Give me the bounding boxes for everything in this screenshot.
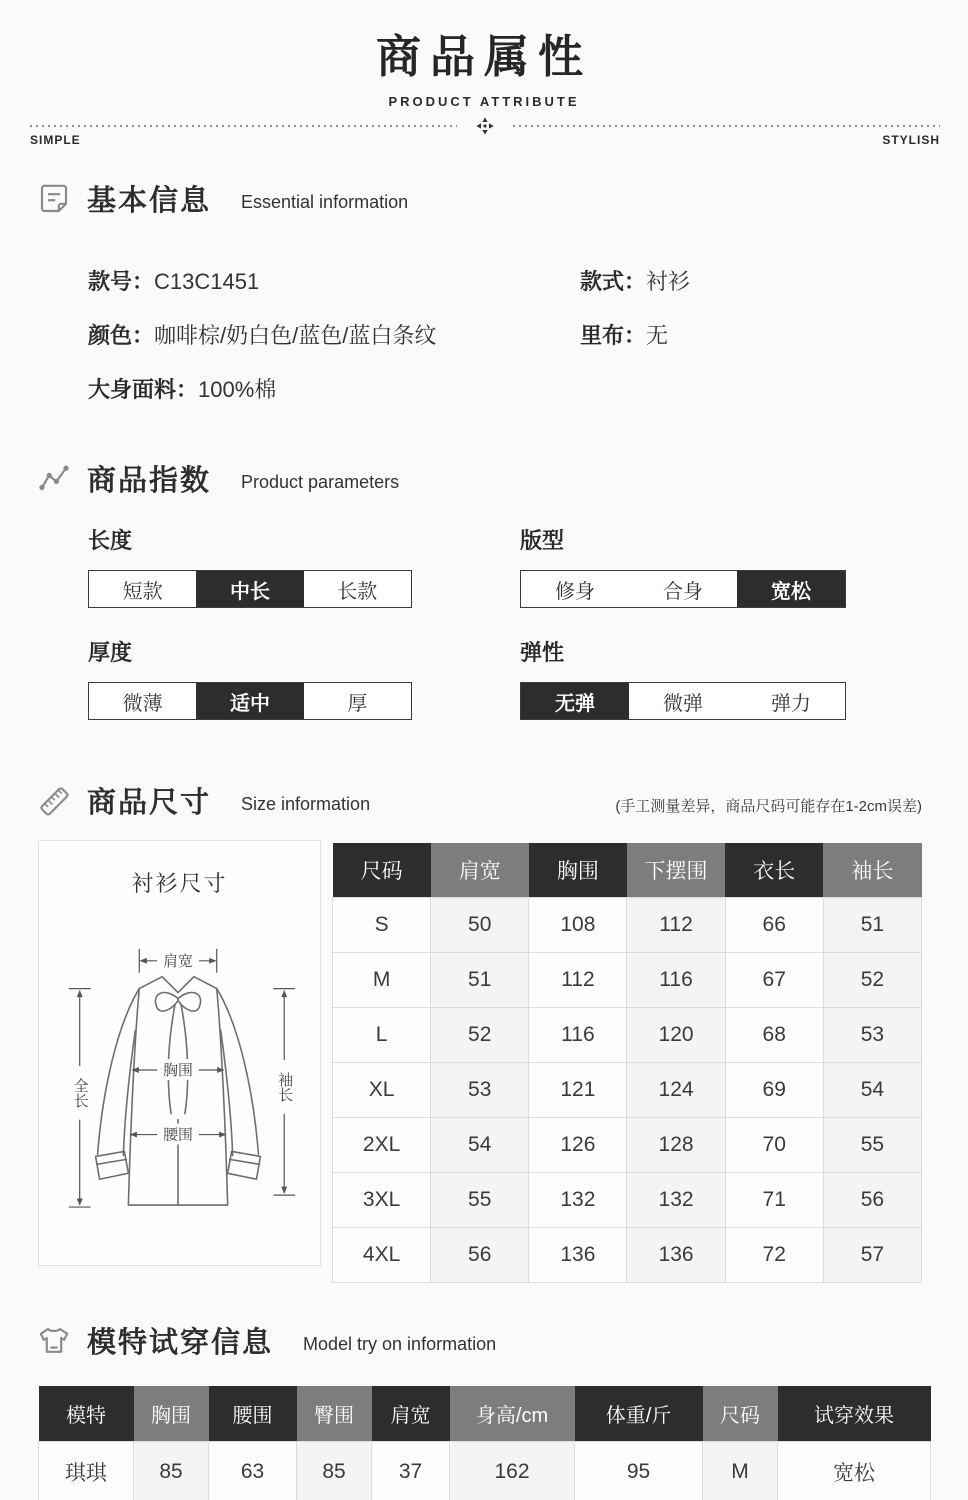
section-subtitle: Product parameters — [241, 472, 400, 492]
document-icon — [36, 181, 72, 217]
field-label: 款式： — [580, 269, 647, 294]
param-option: 微薄 — [89, 683, 196, 719]
table-cell: 132 — [627, 1173, 725, 1228]
basic-info-grid — [88, 266, 928, 428]
table-cell: 95 — [575, 1442, 703, 1500]
column-header: 肩宽 — [372, 1386, 450, 1442]
table-cell: 108 — [529, 898, 627, 953]
column-header: 胸围 — [529, 843, 627, 898]
table-row — [333, 1008, 922, 1063]
table-cell: 116 — [529, 1008, 627, 1063]
param-group-thickness — [88, 640, 412, 720]
table-cell: 53 — [431, 1063, 529, 1118]
column-header: 尺码 — [333, 843, 431, 898]
table-cell: 112 — [529, 953, 627, 1008]
table-cell: 162 — [450, 1442, 575, 1500]
field-value: 咖啡棕/奶白色/蓝色/蓝白条纹 — [154, 323, 437, 348]
table-cell: 宽松 — [778, 1442, 931, 1500]
info-field — [580, 266, 928, 298]
column-header: 试穿效果 — [778, 1386, 931, 1442]
field-label: 颜色： — [88, 323, 155, 348]
table-cell: 85 — [134, 1442, 209, 1500]
param-option: 长款 — [304, 571, 411, 607]
table-cell: 56 — [431, 1228, 529, 1283]
table-cell: 55 — [431, 1173, 529, 1228]
table-cell: 121 — [529, 1063, 627, 1118]
table-cell: 52 — [823, 953, 921, 1008]
page-header — [0, 20, 968, 109]
table-cell: 120 — [627, 1008, 725, 1063]
page-subtitle: PRODUCT ATTRIBUTE — [388, 94, 580, 109]
param-group-label: 长度 — [88, 528, 133, 553]
param-bar — [520, 570, 846, 608]
section-subtitle: Size information — [241, 794, 371, 814]
column-header: 臀围 — [297, 1386, 372, 1442]
column-header: 下摆围 — [627, 843, 725, 898]
column-header: 身高/cm — [450, 1386, 575, 1442]
field-value: 衬衫 — [646, 269, 691, 294]
table-cell: 54 — [431, 1118, 529, 1173]
tshirt-icon — [36, 1323, 72, 1359]
section-title: 商品尺寸 — [87, 787, 212, 819]
divider-line-right — [513, 125, 940, 127]
model-table — [38, 1386, 931, 1500]
column-header: 模特 — [39, 1386, 134, 1442]
size-table — [332, 843, 922, 1283]
param-option: 微弹 — [629, 683, 737, 719]
field-label: 里布： — [580, 323, 647, 348]
divider-labels — [30, 133, 940, 147]
label-full-length: 全长 — [71, 1077, 88, 1108]
table-cell: 72 — [725, 1228, 823, 1283]
table-cell: XL — [333, 1063, 431, 1118]
section-subtitle: Model try on information — [303, 1334, 497, 1354]
param-group-length — [88, 528, 412, 608]
field-value: 无 — [646, 323, 669, 348]
section-subtitle: Essential information — [241, 192, 409, 212]
label-shoulder: 肩宽 — [163, 953, 193, 970]
info-row — [88, 374, 928, 406]
column-header: 尺码 — [703, 1386, 778, 1442]
shirt-size-diagram — [38, 840, 321, 1266]
table-cell: 63 — [209, 1442, 297, 1500]
table-cell: 71 — [725, 1173, 823, 1228]
field-label: 大身面料： — [88, 377, 199, 402]
page-title: 商品属性 — [375, 31, 592, 82]
table-cell: 70 — [725, 1118, 823, 1173]
divider-label-simple: SIMPLE — [30, 133, 81, 147]
column-header: 胸围 — [134, 1386, 209, 1442]
table-row — [333, 1173, 922, 1228]
label-chest: 胸围 — [163, 1062, 193, 1079]
diagram-title: 衬衫尺寸 — [131, 871, 228, 896]
table-cell: 124 — [627, 1063, 725, 1118]
column-header: 体重/斤 — [575, 1386, 703, 1442]
model-header — [36, 1320, 922, 1361]
table-cell: 51 — [431, 953, 529, 1008]
label-sleeve: 袖长 — [276, 1072, 293, 1102]
param-bar — [88, 682, 412, 720]
section-title: 模特试穿信息 — [87, 1327, 274, 1359]
table-cell: 琪琪 — [39, 1442, 134, 1500]
param-bar — [88, 570, 412, 608]
table-cell: M — [703, 1442, 778, 1500]
info-field — [88, 266, 580, 298]
table-cell: 37 — [372, 1442, 450, 1500]
size-header — [36, 780, 922, 821]
table-cell: 128 — [627, 1118, 725, 1173]
info-field — [88, 374, 580, 406]
table-cell: 116 — [627, 953, 725, 1008]
param-option: 弹力 — [737, 683, 845, 719]
shirt-sketch — [39, 908, 320, 1238]
table-cell: 136 — [529, 1228, 627, 1283]
column-header: 腰围 — [209, 1386, 297, 1442]
section-title: 商品指数 — [87, 465, 212, 497]
param-option: 中长 — [196, 571, 303, 607]
info-field — [88, 320, 580, 352]
table-cell: 2XL — [333, 1118, 431, 1173]
table-cell: 4XL — [333, 1228, 431, 1283]
table-cell: 51 — [823, 898, 921, 953]
divider-label-stylish: STYLISH — [882, 133, 940, 147]
table-cell: 66 — [725, 898, 823, 953]
param-group-fit — [520, 528, 846, 608]
measure-note: (手工测量差异，商品尺码可能存在1-2cm误差) — [615, 798, 922, 815]
table-row — [333, 1118, 922, 1173]
header-row — [333, 843, 922, 898]
table-cell: 55 — [823, 1118, 921, 1173]
section-title: 基本信息 — [87, 185, 212, 217]
info-field — [580, 320, 928, 352]
column-header: 袖长 — [823, 843, 921, 898]
param-group-label: 厚度 — [88, 640, 133, 665]
param-option: 厚 — [304, 683, 411, 719]
table-cell: 126 — [529, 1118, 627, 1173]
param-group-label: 弹性 — [520, 640, 565, 665]
table-cell: 56 — [823, 1173, 921, 1228]
ruler-icon — [36, 783, 72, 819]
table-cell: 54 — [823, 1063, 921, 1118]
param-option: 合身 — [629, 571, 737, 607]
param-group-elasticity — [520, 640, 846, 720]
param-option: 宽松 — [737, 571, 845, 607]
table-cell: 69 — [725, 1063, 823, 1118]
table-cell: 50 — [431, 898, 529, 953]
column-header: 肩宽 — [431, 843, 529, 898]
info-row — [88, 266, 928, 298]
table-cell: S — [333, 898, 431, 953]
table-cell: M — [333, 953, 431, 1008]
table-cell: 53 — [823, 1008, 921, 1063]
field-value: 100%棉 — [198, 377, 277, 402]
param-option: 无弹 — [521, 683, 629, 719]
basic-info-header — [36, 178, 922, 219]
table-cell: 112 — [627, 898, 725, 953]
table-row — [333, 898, 922, 953]
table-cell: 136 — [627, 1228, 725, 1283]
field-value: C13C1451 — [154, 269, 260, 294]
info-row — [88, 320, 928, 352]
shirt-outline — [96, 977, 261, 1205]
table-row — [39, 1442, 931, 1500]
table-cell: 68 — [725, 1008, 823, 1063]
param-option: 修身 — [521, 571, 629, 607]
column-header: 衣长 — [725, 843, 823, 898]
table-cell: 85 — [297, 1442, 372, 1500]
trend-chart-icon — [36, 461, 72, 497]
table-row — [333, 1228, 922, 1283]
table-row — [333, 953, 922, 1008]
measure-labels — [70, 950, 294, 1145]
table-cell: 52 — [431, 1008, 529, 1063]
param-option: 适中 — [196, 683, 303, 719]
label-waist: 腰围 — [163, 1127, 193, 1144]
table-cell: 132 — [529, 1173, 627, 1228]
table-cell: L — [333, 1008, 431, 1063]
table-row — [333, 1063, 922, 1118]
param-option: 短款 — [89, 571, 196, 607]
divider-line-left — [30, 125, 457, 127]
parameters-header — [36, 458, 922, 499]
table-cell: 57 — [823, 1228, 921, 1283]
header-row — [39, 1386, 931, 1442]
param-bar — [520, 682, 846, 720]
field-label: 款号： — [88, 269, 155, 294]
table-cell: 67 — [725, 953, 823, 1008]
param-group-label: 版型 — [520, 528, 565, 553]
table-cell: 3XL — [333, 1173, 431, 1228]
